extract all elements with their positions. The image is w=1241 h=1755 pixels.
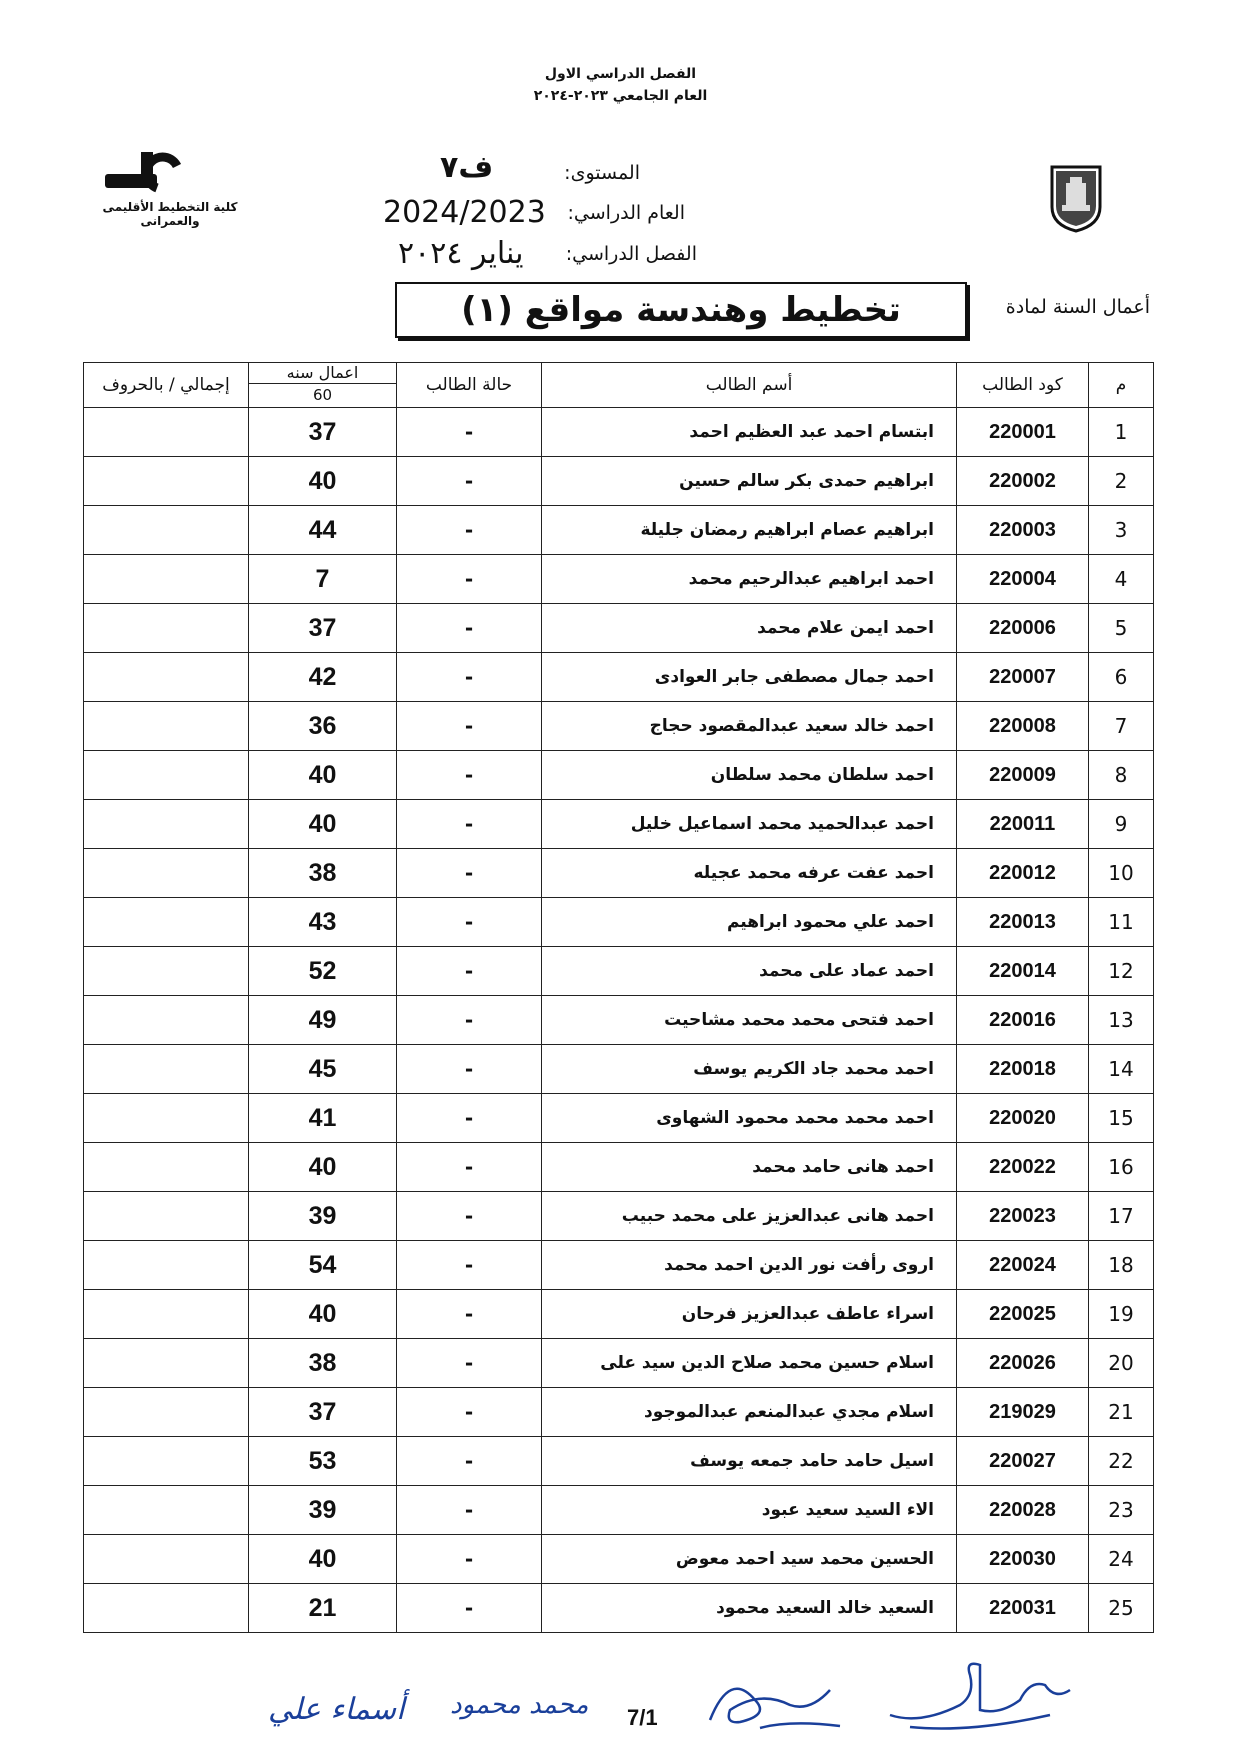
row-student-status: -	[397, 996, 542, 1045]
subject-title-box	[395, 282, 967, 338]
row-year-mark: 40	[249, 751, 397, 800]
row-year-mark: 39	[249, 1192, 397, 1241]
row-student-status: -	[397, 849, 542, 898]
row-student-code: 220022	[957, 1143, 1089, 1192]
header-student-name: أسم الطالب	[542, 363, 957, 408]
row-student-name: اروى رأفت نور الدين احمد محمد	[542, 1241, 957, 1290]
row-student-status: -	[397, 506, 542, 555]
row-student-status: -	[397, 1094, 542, 1143]
row-total-in-words	[84, 1388, 249, 1437]
row-student-status: -	[397, 1192, 542, 1241]
row-student-status: -	[397, 1584, 542, 1633]
row-year-mark: 42	[249, 653, 397, 702]
row-index: 17	[1089, 1192, 1154, 1241]
header-student-code: كود الطالب	[957, 363, 1089, 408]
row-student-name: اسلام مجدي عبدالمنعم عبدالموجود	[542, 1388, 957, 1437]
row-student-code: 220025	[957, 1290, 1089, 1339]
row-total-in-words	[84, 800, 249, 849]
row-student-status: -	[397, 604, 542, 653]
row-index: 22	[1089, 1437, 1154, 1486]
row-student-status: -	[397, 702, 542, 751]
row-year-mark: 54	[249, 1241, 397, 1290]
header-year-marks	[249, 363, 397, 408]
row-student-code: 220008	[957, 702, 1089, 751]
row-index: 4	[1089, 555, 1154, 604]
table-row	[84, 1094, 1154, 1143]
row-student-code: 220026	[957, 1339, 1089, 1388]
row-year-mark: 40	[249, 1143, 397, 1192]
table-row	[84, 1535, 1154, 1584]
academic-year-line: العام الجامعي ٢٠٢٣-٢٠٢٤	[533, 88, 708, 104]
row-student-name: احمد عبدالحميد محمد اسماعيل خليل	[542, 800, 957, 849]
row-total-in-words	[84, 1437, 249, 1486]
row-student-status: -	[397, 898, 542, 947]
row-index: 13	[1089, 996, 1154, 1045]
table-row	[84, 408, 1154, 457]
table-row	[84, 1045, 1154, 1094]
row-student-status: -	[397, 1486, 542, 1535]
row-student-code: 220011	[957, 800, 1089, 849]
row-total-in-words	[84, 849, 249, 898]
signature-middle: محمد محمود	[450, 1690, 589, 1720]
row-year-mark: 38	[249, 1339, 397, 1388]
row-year-mark: 44	[249, 506, 397, 555]
row-index: 5	[1089, 604, 1154, 653]
row-student-status: -	[397, 1535, 542, 1584]
term-value: يناير ٢٠٢٤	[398, 236, 524, 271]
row-student-name: احمد جمال مصطفى جابر العوادى	[542, 653, 957, 702]
table-row	[84, 1143, 1154, 1192]
header-student-status: حالة الطالب	[397, 363, 542, 408]
row-student-status: -	[397, 457, 542, 506]
row-student-code: 220004	[957, 555, 1089, 604]
row-total-in-words	[84, 1241, 249, 1290]
row-student-code: 220027	[957, 1437, 1089, 1486]
table-row	[84, 751, 1154, 800]
row-student-name: احمد علي محمود ابراهيم	[542, 898, 957, 947]
level-value: ف٧	[440, 150, 494, 185]
row-total-in-words	[84, 555, 249, 604]
row-year-mark: 39	[249, 1486, 397, 1535]
row-student-status: -	[397, 1437, 542, 1486]
row-student-code: 220012	[957, 849, 1089, 898]
table-row	[84, 702, 1154, 751]
table-row	[84, 849, 1154, 898]
header-year-marks-max: 60	[312, 386, 333, 404]
row-student-name: الحسين محمد سيد احمد معوض	[542, 1535, 957, 1584]
row-student-code: 220007	[957, 653, 1089, 702]
row-student-code: 220002	[957, 457, 1089, 506]
row-index: 8	[1089, 751, 1154, 800]
row-index: 2	[1089, 457, 1154, 506]
row-student-status: -	[397, 1388, 542, 1437]
row-year-mark: 21	[249, 1584, 397, 1633]
row-student-name: احمد محمد محمد محمود الشهاوى	[542, 1094, 957, 1143]
row-year-mark: 45	[249, 1045, 397, 1094]
row-year-mark: 37	[249, 1388, 397, 1437]
row-student-status: -	[397, 1143, 542, 1192]
row-year-mark: 41	[249, 1094, 397, 1143]
row-student-status: -	[397, 1339, 542, 1388]
row-year-mark: 40	[249, 800, 397, 849]
signature-scribble-1	[700, 1660, 850, 1740]
row-student-code: 220013	[957, 898, 1089, 947]
grades-table-body	[84, 408, 1154, 1633]
row-year-mark: 37	[249, 604, 397, 653]
row-total-in-words	[84, 898, 249, 947]
row-year-mark: 40	[249, 457, 397, 506]
row-student-name: احمد عفت عرفه محمد عجيله	[542, 849, 957, 898]
row-student-status: -	[397, 751, 542, 800]
row-total-in-words	[84, 1094, 249, 1143]
row-index: 19	[1089, 1290, 1154, 1339]
row-total-in-words	[84, 457, 249, 506]
semester-line: الفصل الدراسي الاول	[544, 66, 697, 82]
row-student-status: -	[397, 653, 542, 702]
row-total-in-words	[84, 408, 249, 457]
row-index: 3	[1089, 506, 1154, 555]
subject-title: تخطيط وهندسة مواقع (١)	[461, 290, 901, 330]
row-student-code: 220006	[957, 604, 1089, 653]
row-year-mark: 53	[249, 1437, 397, 1486]
row-total-in-words	[84, 653, 249, 702]
row-index: 25	[1089, 1584, 1154, 1633]
row-student-name: احمد عماد على محمد	[542, 947, 957, 996]
row-total-in-words	[84, 506, 249, 555]
row-student-name: ابراهيم عصام ابراهيم رمضان جليلة	[542, 506, 957, 555]
row-total-in-words	[84, 1486, 249, 1535]
faculty-logo	[95, 150, 245, 228]
table-row	[84, 800, 1154, 849]
row-total-in-words	[84, 604, 249, 653]
row-index: 12	[1089, 947, 1154, 996]
row-total-in-words	[84, 1339, 249, 1388]
row-student-status: -	[397, 800, 542, 849]
row-total-in-words	[84, 1290, 249, 1339]
row-total-in-words	[84, 1192, 249, 1241]
row-student-code: 219029	[957, 1388, 1089, 1437]
academic-year-label: العام الدراسي:	[567, 202, 685, 224]
row-student-status: -	[397, 1290, 542, 1339]
table-row	[84, 1192, 1154, 1241]
table-row	[84, 1437, 1154, 1486]
row-student-code: 220020	[957, 1094, 1089, 1143]
table-row	[84, 1584, 1154, 1633]
row-year-mark: 36	[249, 702, 397, 751]
row-total-in-words	[84, 1045, 249, 1094]
table-row	[84, 1388, 1154, 1437]
header-total-in-words: إجمالي / بالحروف	[84, 363, 249, 408]
row-student-name: السعيد خالد السعيد محمود	[542, 1584, 957, 1633]
table-row	[84, 653, 1154, 702]
row-index: 15	[1089, 1094, 1154, 1143]
row-year-mark: 40	[249, 1535, 397, 1584]
table-header-row	[84, 363, 1154, 408]
row-total-in-words	[84, 751, 249, 800]
row-index: 11	[1089, 898, 1154, 947]
row-student-code: 220014	[957, 947, 1089, 996]
table-row	[84, 506, 1154, 555]
row-student-code: 220016	[957, 996, 1089, 1045]
row-student-code: 220003	[957, 506, 1089, 555]
row-student-code: 220028	[957, 1486, 1089, 1535]
table-row	[84, 1241, 1154, 1290]
page-number: 7/1	[627, 1705, 658, 1730]
table-row	[84, 604, 1154, 653]
table-row	[84, 555, 1154, 604]
row-student-status: -	[397, 1045, 542, 1094]
row-total-in-words	[84, 947, 249, 996]
row-index: 18	[1089, 1241, 1154, 1290]
table-row	[84, 1486, 1154, 1535]
row-student-code: 220001	[957, 408, 1089, 457]
row-year-mark: 37	[249, 408, 397, 457]
row-student-name: اسلام حسين محمد صلاح الدين سيد على	[542, 1339, 957, 1388]
table-row	[84, 898, 1154, 947]
faculty-logo-icon	[101, 150, 181, 194]
row-total-in-words	[84, 996, 249, 1045]
row-student-code: 220031	[957, 1584, 1089, 1633]
row-index: 9	[1089, 800, 1154, 849]
row-total-in-words	[84, 702, 249, 751]
row-student-name: الاء السيد سعيد عبود	[542, 1486, 957, 1535]
row-year-mark: 43	[249, 898, 397, 947]
row-student-name: احمد خالد سعيد عبدالمقصود حجاج	[542, 702, 957, 751]
row-student-name: احمد ايمن علام محمد	[542, 604, 957, 653]
row-year-mark: 7	[249, 555, 397, 604]
header-index: م	[1089, 363, 1154, 408]
row-student-status: -	[397, 408, 542, 457]
row-student-name: احمد سلطان محمد سلطان	[542, 751, 957, 800]
university-logo	[1048, 163, 1104, 239]
row-student-name: احمد محمد جاد الكريم يوسف	[542, 1045, 957, 1094]
row-index: 21	[1089, 1388, 1154, 1437]
row-index: 14	[1089, 1045, 1154, 1094]
row-index: 10	[1089, 849, 1154, 898]
row-index: 16	[1089, 1143, 1154, 1192]
row-total-in-words	[84, 1584, 249, 1633]
subject-label: أعمال السنة لمادة	[1005, 296, 1150, 318]
row-index: 7	[1089, 702, 1154, 751]
row-student-status: -	[397, 555, 542, 604]
row-index: 1	[1089, 408, 1154, 457]
row-index: 6	[1089, 653, 1154, 702]
row-total-in-words	[84, 1143, 249, 1192]
row-student-name: احمد هانى عبدالعزيز على محمد حبيب	[542, 1192, 957, 1241]
table-row	[84, 1290, 1154, 1339]
row-student-name: احمد فتحى محمد محمد مشاحيت	[542, 996, 957, 1045]
row-student-code: 220018	[957, 1045, 1089, 1094]
row-student-status: -	[397, 1241, 542, 1290]
row-student-name: ابراهيم حمدى بكر سالم حسين	[542, 457, 957, 506]
faculty-name-line2: والعمرانى	[140, 214, 200, 228]
row-student-name: اسيل حامد حامد جمعه يوسف	[542, 1437, 957, 1486]
row-year-mark: 49	[249, 996, 397, 1045]
row-year-mark: 52	[249, 947, 397, 996]
header-year-marks-title: اعمال سنه	[249, 363, 396, 384]
row-student-code: 220024	[957, 1241, 1089, 1290]
academic-year-value: 2024/2023	[383, 195, 546, 230]
row-student-name: اسراء عاطف عبدالعزيز فرحان	[542, 1290, 957, 1339]
grades-table	[83, 362, 1154, 1633]
row-student-code: 220023	[957, 1192, 1089, 1241]
row-index: 20	[1089, 1339, 1154, 1388]
table-row	[84, 947, 1154, 996]
university-seal-icon	[1048, 163, 1104, 235]
level-label: المستوى:	[564, 162, 640, 184]
term-label: الفصل الدراسي:	[565, 243, 697, 265]
row-index: 24	[1089, 1535, 1154, 1584]
row-year-mark: 40	[249, 1290, 397, 1339]
row-student-name: احمد هانى حامد محمد	[542, 1143, 957, 1192]
table-row	[84, 457, 1154, 506]
row-student-status: -	[397, 947, 542, 996]
row-index: 23	[1089, 1486, 1154, 1535]
row-student-name: ابتسام احمد عبد العظيم احمد	[542, 408, 957, 457]
row-student-name: احمد ابراهيم عبدالرحيم محمد	[542, 555, 957, 604]
signature-left: أسماء علي	[268, 1692, 405, 1727]
table-row	[84, 996, 1154, 1045]
table-row	[84, 1339, 1154, 1388]
faculty-name-line1: كلية التخطيط الأقليمى	[102, 200, 238, 214]
row-student-code: 220009	[957, 751, 1089, 800]
row-student-code: 220030	[957, 1535, 1089, 1584]
row-year-mark: 38	[249, 849, 397, 898]
signature-scribble-2	[880, 1645, 1090, 1735]
row-total-in-words	[84, 1535, 249, 1584]
